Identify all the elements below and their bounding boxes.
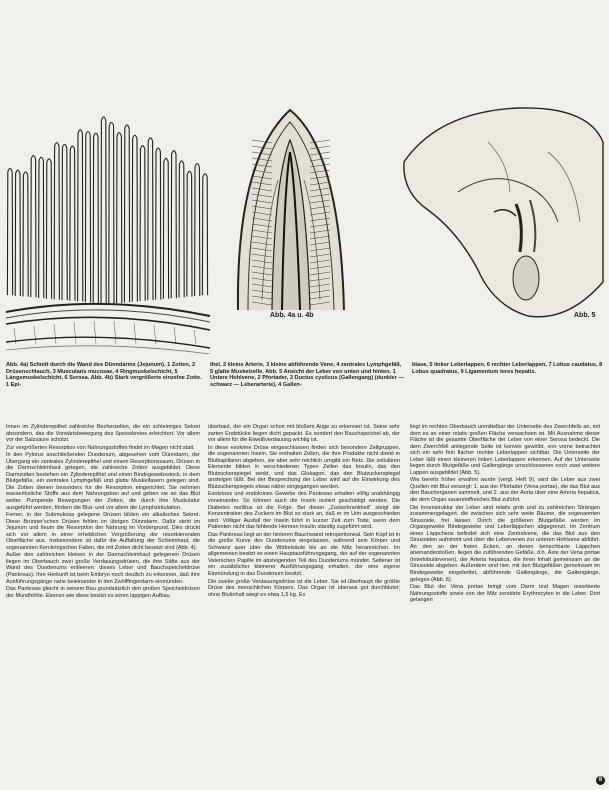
single-villus-illustration: [232, 100, 350, 310]
caption-3: blase, 5 linker Leberlappen, 6 rechter Leberlappen, 7 Lobus caudatus, 8 Lobus quadratus, 9 Ligamentum teres hepatis.: [412, 362, 603, 375]
paragraph: Außer den zahlreichen kleinen in der Darmschleimhaut gelegenen Drüsen liegen im Oberbauch zwei große Verdauungsdrüsen, die ihre Säfte aus der Wand des Duodenums entleeren: dieses Leber und Bauchspeicheldrüse (Pankreas). Ihre Herkunft ist beim Embryo noch deutlich zu erkennen, daß ihre Ausführungsgänge nahe beieinander in den Zwölffingerdarm einmünden.: [6, 552, 200, 585]
paragraph: Zur vergrößerten Resorption von Nahrungsstoffen findet im Magen nicht statt.: [6, 444, 195, 451]
intestinal-wall-illustration: [4, 104, 212, 354]
paragraph: Die zweite große Verdauungsdrüse ist die Leber. Sie ist überhaupt die größte Drüse des menschlichen Körpers. Das Organ ist überaus gut durchblutet; ohne Blutinhalt wiegt es etwa 1,5 kg. Es: [208, 578, 400, 598]
caption-1: Abb. 4a) Schnitt durch die Wand des Dünndarms (Jejunum). 1 Zotten, 2 Drüsenschlauch, 3 Muscularis mucosae, 4 Ringmuskelschicht, 5 Längsmuskelschicht, 6 Serosa. Abb. 4b) Stark vergrößerte einzelne Zotte. 1 Epi-: [6, 362, 202, 388]
page-number-badge: 8: [596, 776, 605, 785]
paragraph: Das Pankreas gleicht in seinem Bau grundsätzlich den großen Speicheldrüsen der Mundhöhle. Ebenso wie diese besitzt es einen lappigen Aufbau.: [6, 586, 200, 599]
caption-2: thel, 2 kleine Arterie, 3 kleine abführende Vene, 4 zentrales Lymphgefäß, 5 glatte Muskelzelle. Abb. 5 Ansicht der Leber von unten und hinten. 1 Untere Hohlvene, 2 Pfortader, 3 Ductus cysticus (Gallengang) (dunkler — schwarz — Leberarterie), 4 Gallen-: [210, 362, 404, 388]
paragraph: Exokrines und endokrines Gewebe des Pankreas erhalten völlig unabhängig voneinander. So können auch die Inseln isoliert geschädigt werden. Die Diabetes mellitus ist die Folge. Bei dieser „Zuckerkrankheit“ steigt die Konzentration des Zuckers im Blut so stark an, daß er im Urin ausgeschieden wird. Völliger Ausfall der Inseln führt in kurzer Zeit zum Tode, wenn dem Patienten nicht das fehlende Hormon Insulin ständig zugeführt wird.: [208, 491, 400, 531]
paragraph: überbaut, der ein Organ schon mit bloßem Auge zu erkennen ist. Seine sehr zarten Endstücke liegen dicht gepackt. Es sondert den Bauchspeichel ab, der vor allem für die Eiweißverdauung wichtig ist.: [208, 424, 400, 444]
paragraph: liegt im rechten Oberbauch unmittelbar der Unterseite des Zwerchfells an, mit dem es an einer relativ großen Fläche verwachsen ist. Mit Ausnahme dieser Fläche ist die gesamte Oberfläche der Leber von einer Serosa bedeckt. Die dem Zwerchfell anliegende Seite ist konvex gewölbt, von vorne betrachtet sich ein sehr fein flacher rechter Leberlappen sichtbar. Die Unterseite der Leber läßt einen kleineren linken Leberlappen erkennen. Auf der Unterseite liegen durch Blutgefäße und Gallengänge umschlossenen noch zwei weitere Lappen ausgebildet (Abb. 5).: [410, 424, 600, 476]
paragraph: Das Blut der Vena portae bringt vom Darm und Magen resorbierte Nahrungsstoffe sowie von der Milz zerstörte Erythrocyten in die Leber. Dort gelangen: [410, 584, 600, 604]
paragraph: Die Innenstruktur der Leber sind relativ grob und zu zahlreichen Strängen zusammengelagert, die zwischen sich sehr weite Räume, die sogenannten Sinusoide, frei lassen. Durch die größeren Blutgefäße werden im Organgewebe Bindegewebe und Leberläppchen abgegrenzt. Im Zentrum eines Läppchens befindet sich eine Zentralvene, die das Blut aus den Sinusoiden aufnimmt und über die Lebervenen zur unteren Hohlvene abführt. An den an der freien Ecken, an denen benachbarte Läppchen aneinanderstoßen, liegen die zuführenden Gefäße, d.h. Äste der Vena portae (Interlobulärvenen), der Arteria hepatica, die ihren Inhalt gemeinsam an die Sinusoide abgeben. Außerdem sind hier, mit den Blutgefäßen gemeinsam im Bindegewebe eingebettet, abführende Gallengänge, die Gallengänge, gelegen (Abb. 6).: [410, 504, 600, 583]
figure-4-label: Abb. 4a u. 4b: [270, 312, 314, 319]
text-column-2: [208, 424, 400, 599]
figure-5-label: Abb. 5: [574, 312, 596, 319]
paragraph: In den Pylorus anschließenden Duodenum, abgesehen vom Dünndarm, der Übergang ein zentrales Zylinderepithel und einem Resorptionssaum, Drüsen in die Darmschleimhaut gelegen, die zahlreiche Zotten ausgebildet. Diese Darmzotten bestehen ein Zylinderepithel und einen Bindegewebsstock, in dem Blutgefäße, ein zentrales Lymphgefäß und glatte Muskelfasern gelegen sind. Die Zotten dienen besonders für die Resorption eingerichtet. Sie nehmen wasserlösliche Stoffe aus dem Nahrungsbrei auf und geben sie an das Blut weiter. Pumpende Bewegungen der Zotten, die durch ihre Muskulatur ausgeführt werden, fördern die Blut- und vor allem die Lymphzirkulation.: [6, 452, 200, 511]
paragraph: Innen im Zylinderepithel zahlreiche Becherzellen, die ein schleimiges Sekret absondern, das die Vorwärtsbewegung des Speisebreies erleichtert. Vor allem vor der Salzsäure schützt.: [6, 424, 200, 444]
paragraph: Wie bereits früher erwähnt wurde (vergl. Heft 9), wird die Leber aus zwei Quellen mit Blut versorgt: 1. aus der Pfortader (Vena portae), die das Blut aus den Bauchorganen sammelt, und 2. aus der Aorta über eine Arteria hepatica, die dem Organ sauerstoffreiches Blut zuführt.: [410, 477, 600, 504]
paragraph: In diese exokrine Drüse eingeschlossen finden sich besondere Zellgruppen, die sogenannten Inseln. Sie enthalten Zellen, die ihre Produkte nicht direkt in Blutkapillaren abgeben, sie aber sehr reichlich umgibt ein Netz. Die zellulären Elemente bilden in verschiedenen Typen Zellen das Insulin, das den Blutzuckerspiegel senkt, und das Glukagon, das den Blutzuckerspiegel ansteigen läßt. Bei der Besprechung der Leber wird auf die Einwirkung des Blutzuckerspiegels etwas näher eingegangen werden.: [208, 444, 400, 490]
text-column-1: [6, 424, 200, 600]
liver-illustration: [398, 102, 605, 334]
paragraph: Das Pankreas liegt an der hinteren Bauchwand retroperitoneal. Sein Kopf ist in die große Kurve des Duodenums eingelassen, während sein Körper und Schwanz quer über die Wirbelsäule bis an die Milz heranreichen. Im allgemeinen besitzt es einen Hauptausführungsgang, der auf der sogenannten Vaterschen Papille im absteigenden Teil des Duodenums mündet. Seltener ist ein zusätzlicher kleinerer Ausführungsgang erhalten, der eine eigene Einmündung in das Duodenum besitzt.: [208, 531, 400, 578]
paragraph: Ferner, in der Submukosa gelegene Drüsen bilden ein alkalisches Sekret. Diese Brunner'schen Drüsen fehlen im übrigen Dünndarm. Dafür steht im Jejunum und Ileum die Resorption der Nahrung im Vordergrund. Dies drückt sich vor allem in einer erheblichen Vergrößerung der resorbierenden Oberfläche aus. Insbesondere ist dafür die Auffaltung der Schleimhaut, die sogenannten Kerckringschen Falten, die mit Zotten dicht besetzt sind (Abb. 4).: [6, 512, 200, 551]
text-column-3: [410, 424, 600, 605]
